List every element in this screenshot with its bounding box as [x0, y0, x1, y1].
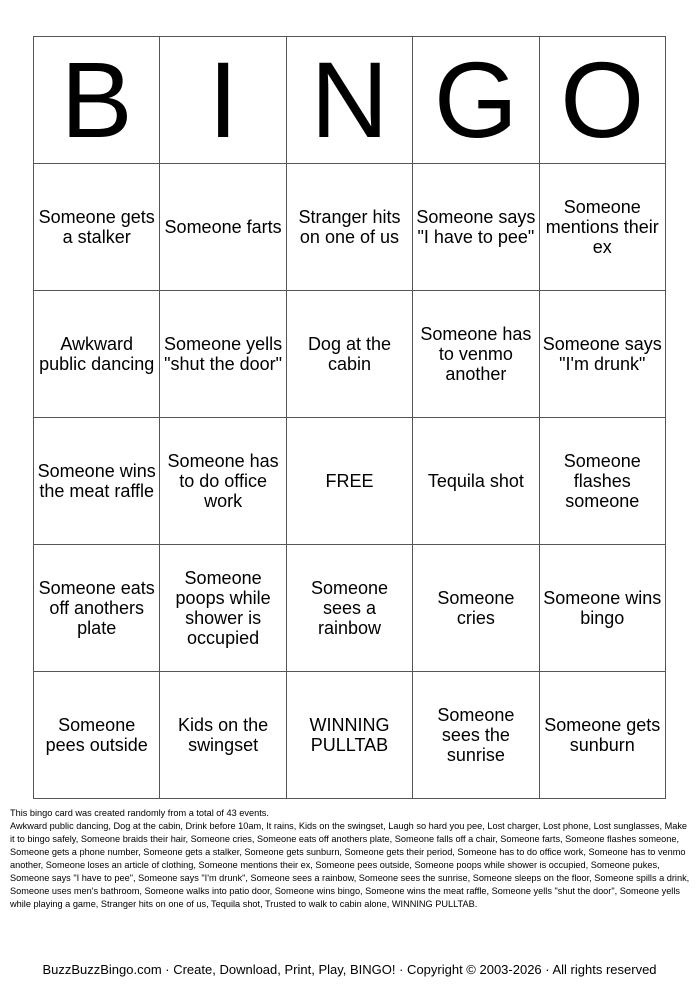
- bingo-cell: Someone sees the sunrise: [413, 672, 539, 799]
- bingo-cell: WINNING PULLTAB: [286, 672, 412, 799]
- bingo-cell: Someone says "I'm drunk": [539, 291, 665, 418]
- event-list-intro: This bingo card was created randomly from a total of 43 events.: [10, 808, 269, 818]
- bingo-cell: Kids on the swingset: [160, 672, 286, 799]
- bingo-row: [34, 672, 666, 799]
- bingo-cell: Someone wins bingo: [539, 545, 665, 672]
- bingo-row: [34, 291, 666, 418]
- bingo-row: [34, 545, 666, 672]
- bingo-cell: Someone gets sunburn: [539, 672, 665, 799]
- bingo-cell: Someone poops while shower is occupied: [160, 545, 286, 672]
- header-letter-g: G: [413, 37, 539, 164]
- bingo-cell: Someone has to venmo another: [413, 291, 539, 418]
- header-letter-n: N: [286, 37, 412, 164]
- bingo-cell: Someone flashes someone: [539, 418, 665, 545]
- bingo-header: [34, 37, 666, 164]
- bingo-cell: Stranger hits on one of us: [286, 164, 412, 291]
- bingo-cell: Someone says "I have to pee": [413, 164, 539, 291]
- bingo-cell: Someone yells "shut the door": [160, 291, 286, 418]
- bingo-cell: Someone cries: [413, 545, 539, 672]
- bingo-cell: Dog at the cabin: [286, 291, 412, 418]
- bingo-cell: Someone has to do office work: [160, 418, 286, 545]
- bingo-cell: Someone mentions their ex: [539, 164, 665, 291]
- footer-copyright: BuzzBuzzBingo.com · Create, Download, Print, Play, BINGO! · Copyright © 2003-2026 · All rights reserved: [42, 962, 657, 977]
- bingo-row: [34, 164, 666, 291]
- bingo-cell: Someone wins the meat raffle: [34, 418, 160, 545]
- bingo-grid: [34, 164, 666, 799]
- bingo-cell: Awkward public dancing: [34, 291, 160, 418]
- bingo-cell: Someone sees a rainbow: [286, 545, 412, 672]
- bingo-cell: Someone pees outside: [34, 672, 160, 799]
- header-letter-i: I: [160, 37, 286, 164]
- free-space-cell: FREE: [286, 418, 412, 545]
- header-letter-b: B: [34, 37, 160, 164]
- bingo-header-row: [34, 37, 666, 164]
- event-list-text: Awkward public dancing, Dog at the cabin, Drink before 10am, It rains, Kids on the swingset, Laugh so hard you pee, Lost charger, Lost phone, Lost sunglasses, Make it to bingo safely, Someone braids their hair, Someone cries, Someone eats off anothers plate, Someone falls off a chair, Someone farts, Someone flashes someone, Someone gets a phone number, Someone gets a stalker, Someone gets sunburn, Someone gets their period, Someone has to do office work, Someone has to venmo another, Someone loses an article of clothing, Someone mentions their ex, Someone pees outside, Someone poops while shower is occupied, Someone pukes, Someone says "I have to pee", Someone says "I'm drunk", Someone sees a rainbow, Someone sees the sunrise, Someone sleeps on the floor, Someone spills a drink, Someone uses men's bathroom, Someone walks into patio door, Someone wins bingo, Someone wins the meat raffle, Someone yells "shut the door", Someone yells while playing a game, Stranger hits on one of us, Tequila shot, Trusted to walk to cabin alone, WINNING PULLTAB.: [10, 821, 690, 909]
- bingo-cell: Tequila shot: [413, 418, 539, 545]
- event-list-section: [10, 807, 690, 911]
- bingo-cell: Someone farts: [160, 164, 286, 291]
- bingo-card: [33, 36, 666, 799]
- bingo-cell: Someone eats off anothers plate: [34, 545, 160, 672]
- bingo-row: [34, 418, 666, 545]
- header-letter-o: O: [539, 37, 665, 164]
- bingo-cell: Someone gets a stalker: [34, 164, 160, 291]
